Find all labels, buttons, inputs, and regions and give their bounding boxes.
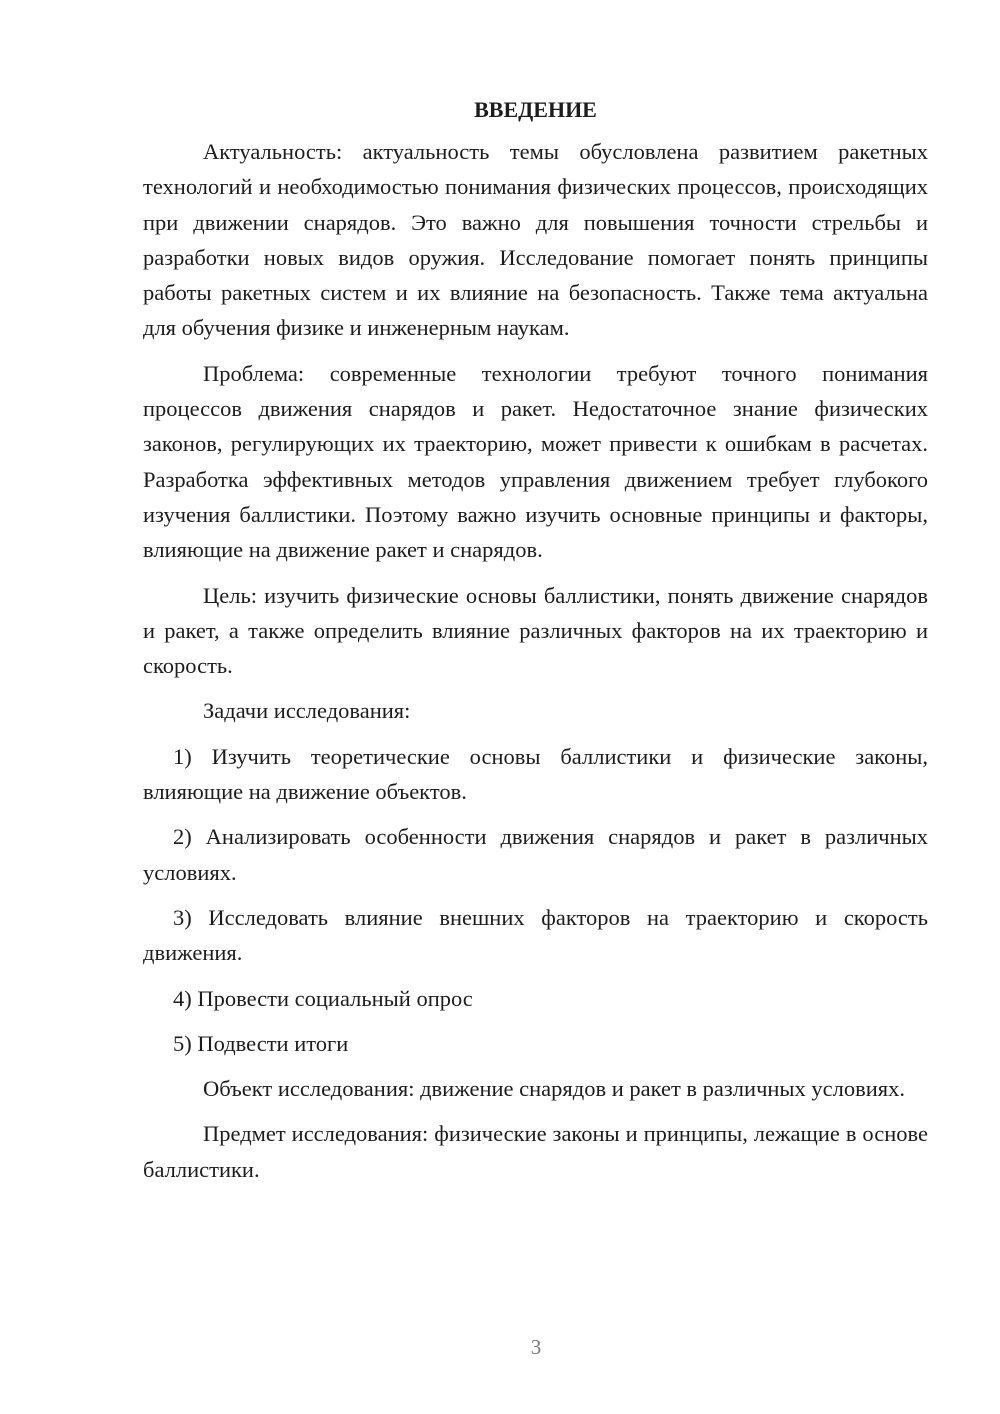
task-item: 1) Изучить теоретические основы баллистики и физические законы, влияющие на движение объектов.	[143, 743, 928, 805]
research-subject-paragraph: Предмет исследования: физические законы и принципы, лежащие в основе баллистики.	[143, 1121, 928, 1182]
task-item: 2) Анализировать особенности движения снарядов и ракет в различных условиях.	[143, 824, 928, 885]
tasks-heading: Задачи исследования:	[203, 698, 411, 724]
section-title: ВВЕДЕНИЕ	[474, 97, 597, 122]
problem-paragraph: Проблема: современные технологии требуют точного понимания процессов движения снарядов и ракет. Недостаточное знание физических законов, регулирующих их траекторию, может привести к ошибкам в расчетах. Разработка эффективных методов управления движением требует глубокого изучения баллистики. Поэтому важно изучить основные принципы и факторы, влияющие на движение ракет и снарядов.	[143, 360, 928, 563]
relevance-paragraph: Актуальность: актуальность темы обусловлена развитием ракетных технологий и необходимостью понимания физических процессов, происходящих при движении снарядов. Это важно для повышения точности стрельбы и разработки новых видов оружия. Исследование помогает понять принципы работы ракетных систем и их влияние на безопасность. Также тема актуальна для обучения физике и инженерным наукам.	[143, 139, 928, 341]
task-item: 4) Провести социальный опрос	[173, 985, 473, 1011]
goal-paragraph: Цель: изучить физические основы баллистики, понять движение снарядов и ракет, а также определить влияние различных факторов на их траекторию и скорость.	[143, 582, 928, 679]
page-number: 3	[530, 1335, 542, 1359]
task-item: 5) Подвести итоги	[173, 1030, 349, 1056]
page-content	[143, 92, 928, 1187]
task-item: 3) Исследовать влияние внешних факторов на траекторию и скорость движения.	[143, 904, 928, 966]
research-object-paragraph: Объект исследования: движение снарядов и ракет в различных условиях.	[203, 1076, 906, 1102]
